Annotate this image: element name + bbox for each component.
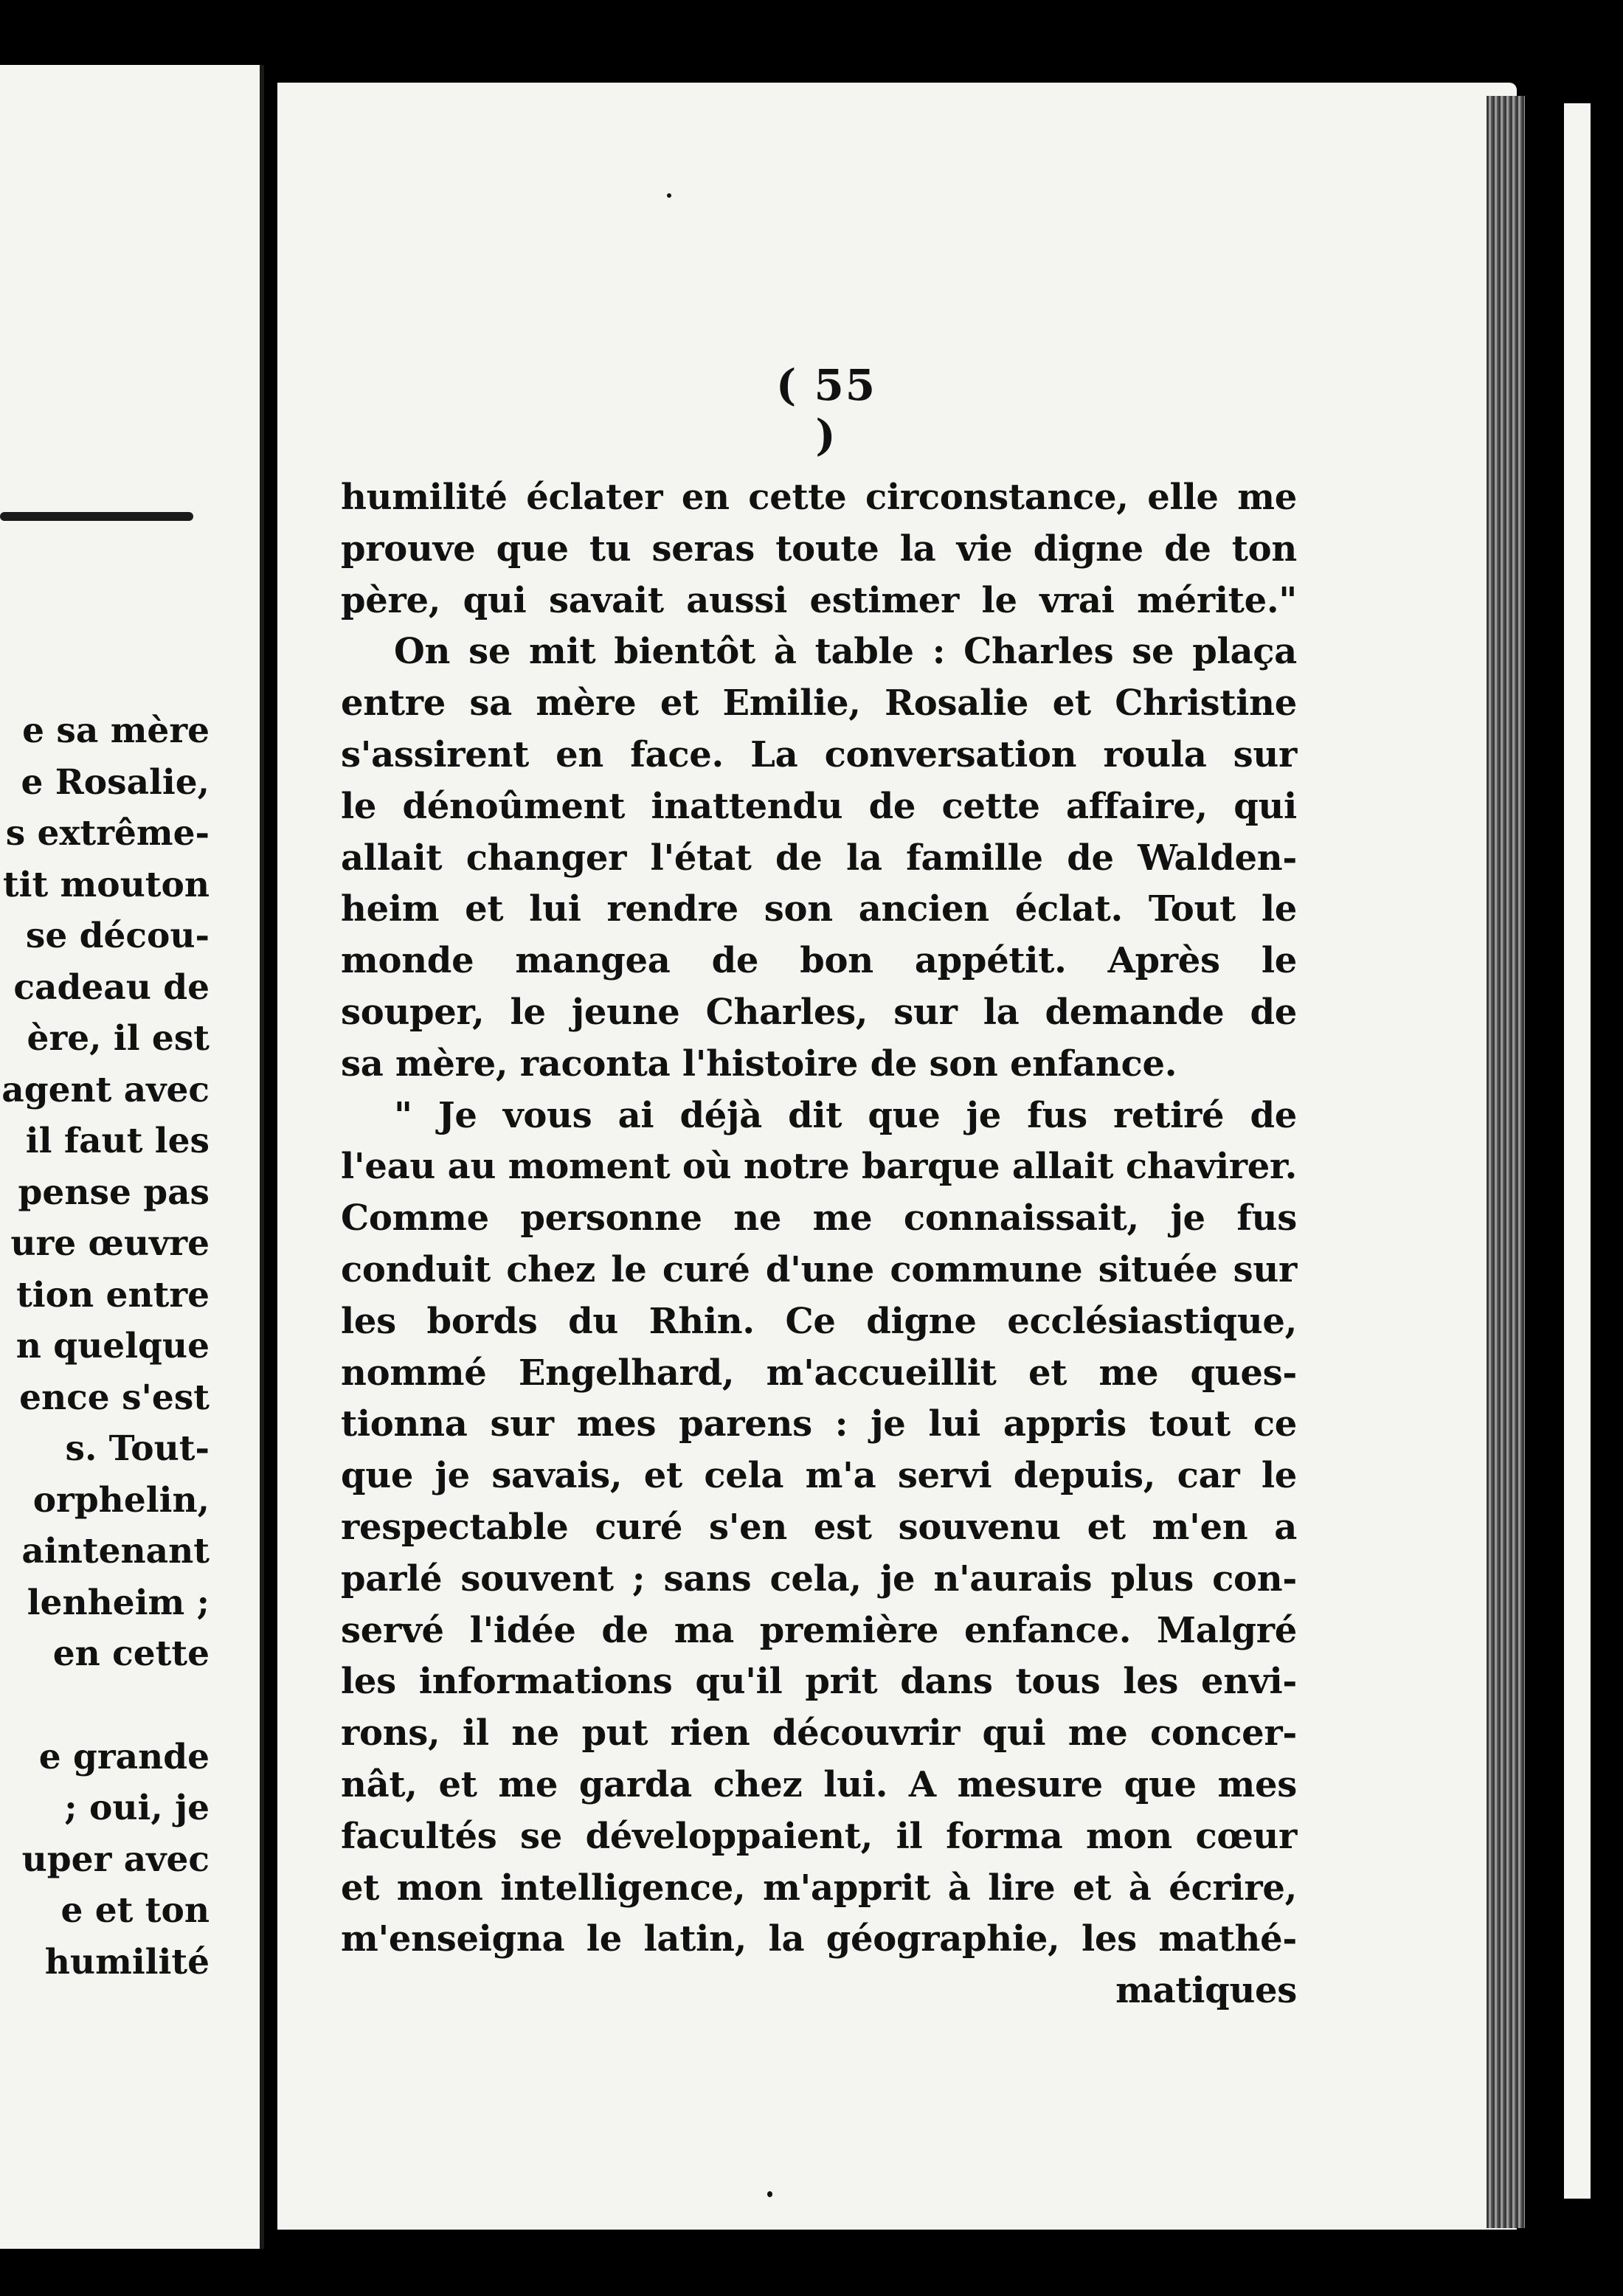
left-page-line: en cette <box>52 1633 210 1674</box>
left-page-line: cadeau de <box>13 967 210 1008</box>
text-line: monde mangea de bon appétit. Après le <box>341 940 1297 982</box>
text-line: que je savais, et cela m'a servi depuis, car le <box>341 1455 1297 1497</box>
text-line: rons, il ne put rien découvrir qui me concer- <box>341 1712 1297 1754</box>
text-line: " Je vous ai déjà dit que je fus retiré de <box>394 1094 1297 1136</box>
left-page-line: s extrême- <box>5 813 210 854</box>
left-page-line: e et ton <box>60 1890 210 1931</box>
left-page-line: s. Tout- <box>65 1428 210 1469</box>
text-line: nât, et me garda chez lui. A mesure que mes <box>341 1763 1297 1805</box>
left-page-line: aintenant <box>21 1531 210 1571</box>
speck <box>667 193 671 198</box>
text-line: Comme personne ne me connaissait, je fus <box>341 1197 1297 1239</box>
text-line: et mon intelligence, m'apprit à lire et à écrire, <box>341 1867 1297 1909</box>
text-line: s'assirent en face. La conversation roula sur <box>341 733 1297 775</box>
text-line: tionna sur mes parens : je lui appris tout ce <box>341 1403 1297 1445</box>
text-line: nommé Engelhard, m'accueillit et me ques- <box>341 1352 1297 1394</box>
page-body-text <box>341 472 1297 2017</box>
text-line: père, qui savait aussi estimer le vrai mérite." <box>341 579 1297 621</box>
text-line: m'enseigna le latin, la géographie, les mathé- <box>341 1918 1297 1960</box>
line-gap <box>0 1680 210 1732</box>
left-page-line: orphelin, <box>32 1479 210 1521</box>
left-page-line: ure œuvre <box>10 1223 210 1264</box>
text-line: prouve que tu seras toute la vie digne de ton <box>341 528 1297 570</box>
text-line: l'eau au moment où notre barque allait chavirer. <box>341 1146 1297 1188</box>
page-number: ( 55 ) <box>775 360 877 460</box>
text-line: servé l'idée de ma première enfance. Malgré <box>341 1609 1297 1651</box>
text-line: respectable curé s'en est souvenu et m'en a <box>341 1506 1297 1548</box>
left-page-line: il faut les <box>25 1121 210 1161</box>
text-line: sa mère, raconta l'histoire de son enfance. <box>341 1042 1177 1085</box>
left-page-line: tit mouton <box>2 864 210 905</box>
left-page-text <box>0 705 210 1988</box>
left-page-line: e Rosalie, <box>21 761 210 803</box>
text-line: conduit chez le curé d'une commune située sur <box>341 1248 1297 1290</box>
text-line: On se mit bientôt à table : Charles se plaça <box>394 631 1297 673</box>
left-page-line: lenheim ; <box>27 1582 210 1623</box>
adjacent-page-strip <box>1564 103 1591 2199</box>
text-line: le dénoûment inattendu de cette affaire, qui <box>341 785 1297 827</box>
left-page-line: ; oui, je <box>64 1788 210 1828</box>
speck <box>767 2191 772 2197</box>
text-line: entre sa mère et Emilie, Rosalie et Christine <box>341 682 1297 725</box>
text-line: les bords du Rhin. Ce digne ecclésiastique, <box>341 1300 1297 1342</box>
text-line: parlé souvent ; sans cela, je n'aurais plus con- <box>341 1557 1297 1600</box>
left-page-line: se décou- <box>25 916 210 956</box>
left-page-line: e grande <box>38 1736 210 1777</box>
text-line: les informations qu'il prit dans tous les envi- <box>341 1661 1297 1703</box>
left-page-line: ère, il est <box>27 1018 210 1059</box>
left-page-line: tion entre <box>16 1274 210 1315</box>
left-page-line: uper avec <box>21 1839 210 1880</box>
text-line: heim et lui rendre son ancien éclat. Tout le <box>341 888 1297 930</box>
text-line: matiques <box>1115 1970 1297 2012</box>
text-line: allait changer l'état de la famille de Walden- <box>341 837 1297 879</box>
text-line: facultés se développaient, il forma mon cœur <box>341 1815 1297 1857</box>
left-page-line: humilité <box>44 1941 210 1982</box>
text-line: souper, le jeune Charles, sur la demande de <box>341 991 1297 1033</box>
decorative-rule <box>0 512 193 521</box>
left-page-line: ence s'est <box>19 1377 210 1418</box>
left-page-line: pense pas <box>18 1172 210 1213</box>
left-page-line: agent avec <box>1 1069 210 1110</box>
text-line: humilité éclater en cette circonstance, elle me <box>341 477 1297 518</box>
left-page-line: n quelque <box>15 1326 210 1366</box>
left-page-line: e sa mère <box>22 710 210 751</box>
page-edges <box>1487 96 1525 2228</box>
